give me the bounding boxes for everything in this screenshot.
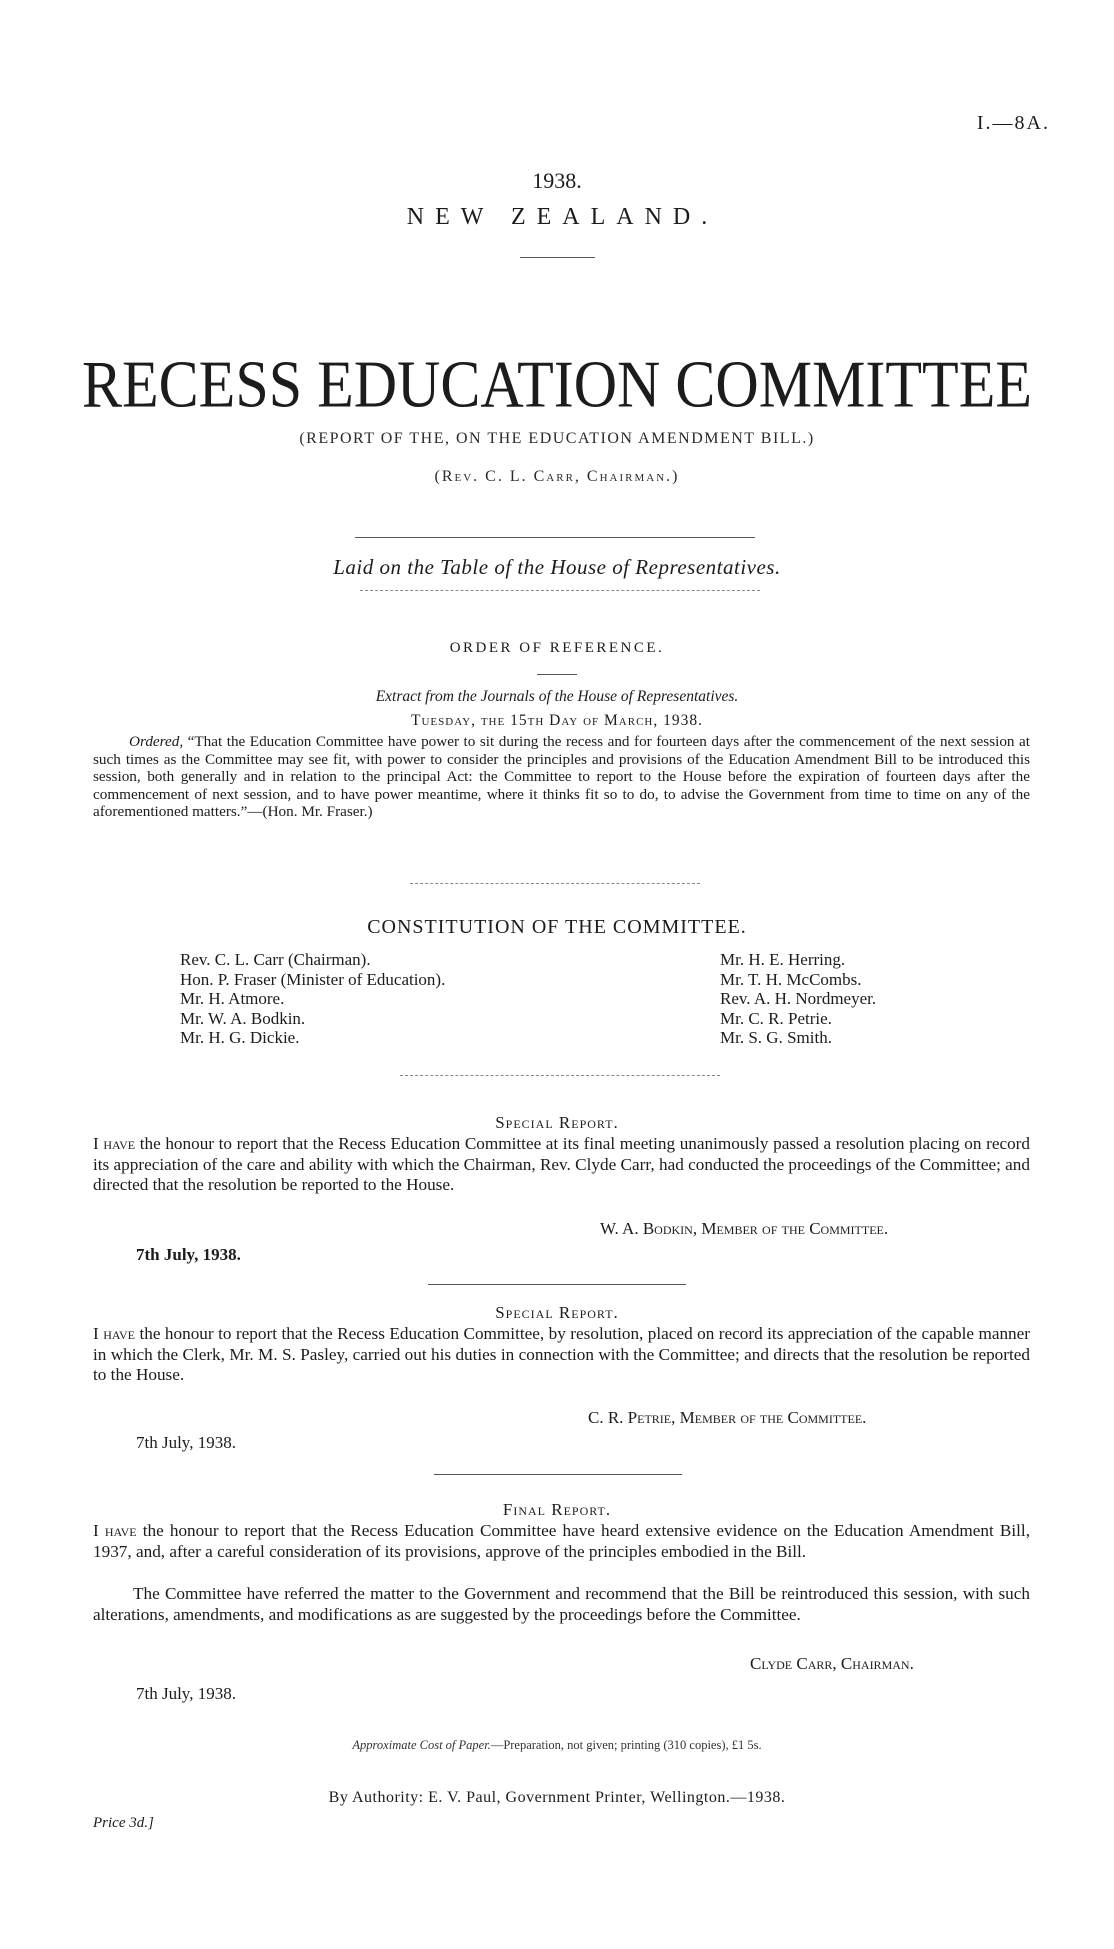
members-left-column [180,950,620,1048]
paper-reference: I.—8A. [976,112,1050,134]
member-entry: Mr. W. A. Bodkin. [180,1008,306,1028]
member-entry: Mr. H. G. Dickie. [180,1028,300,1047]
report-date: 7th July, 1938. [136,1684,236,1703]
order-text: “That the Education Committee have power to sit during the recess and for fourteen days after the commencement of the next session at such times as the Committee may see fit, with power to consider the principles and provisions of the Education Amendment Bill to be introduced this session, both generally and in relation to the principal Act: the Committee to report to the House before the expiration of fourteen days after the commencement of next session, and to have power meantime, where it thinks fit so to do, to advise the Government from time to time on any of the aforementioned matters.”—(Hon. Mr. Fraser.) [93,733,1030,821]
final-report-body [93,1584,1030,1625]
member-entry: Rev. C. L. Carr (Chairman). [180,950,371,969]
special-report-body [93,1324,1030,1386]
report-signature: Clyde Carr, Chairman. [750,1654,914,1673]
report-text: the honour to report that the Recess Education Committee, by resolution, placed on record its appreciation of the capable manner in which the Clerk, Mr. M. S. Pasley, carried out his duties in connection with the Committee; and directs that the resolution be reported to the House. [93,1324,1031,1384]
member-entry: Mr. H. Atmore. [180,989,285,1008]
members-right-column [720,950,1020,1048]
chairman-note: (Rev. C. L. Carr, Chairman.) [434,468,680,485]
document-title: RECESS EDUCATION COMMITTEE [81,347,1032,422]
document-subtitle: (REPORT OF THE, ON THE EDUCATION AMENDMENT BILL.) [299,430,815,447]
report-opening: I have [93,1324,135,1343]
cost-text: —Preparation, not given; printing (310 copies), £1 5s. [490,1738,762,1752]
report-date: 7th July, 1938. [136,1245,241,1264]
report-text: The Committee have referred the matter to the Government and recommend that the Bill be reintroduced this session, with such alterations, amendments, and modifications as are suggested by the proceedings before the Committee. [93,1584,1030,1624]
special-report-body [93,1134,1030,1196]
member-entry: Hon. P. Fraser (Minister of Education). [180,969,446,989]
laid-on-table: Laid on the Table of the House of Representatives. [333,555,781,579]
member-entry: Mr. C. R. Petrie. [720,1008,832,1028]
divider [428,1284,686,1285]
ordered-label: Ordered, [129,733,184,750]
divider [537,674,577,675]
report-signature: C. R. Petrie, Member of the Committee. [588,1408,867,1427]
special-report-heading: Special Report. [495,1113,619,1132]
cost-of-paper [0,1738,1114,1753]
report-opening: I have [93,1134,136,1153]
journal-extract: Extract from the Journals of the House of Representatives. [375,688,739,705]
divider [520,257,595,258]
year: 1938. [532,168,582,193]
report-text: the honour to report that the Recess Education Committee have heard extensive evidence on the Education Amendment Bill, 1937, and, after a careful consideration of its provisions, approve of the principles embodied in the Bill. [93,1521,1030,1561]
member-entry: Mr. T. H. McCombs. [720,969,862,989]
final-report-heading: Final Report. [502,1500,612,1519]
order-of-reference-heading: ORDER OF REFERENCE. [449,640,665,656]
country-heading: NEW ZEALAND. [406,204,719,230]
report-signature: W. A. Bodkin, Member of the Committee. [600,1219,889,1238]
member-entry: Mr. S. G. Smith. [720,1028,832,1047]
order-date: Tuesday, the 15th Day of March, 1938. [411,712,703,729]
special-report-heading: Special Report. [495,1303,619,1322]
divider [400,1075,720,1076]
member-entry: Rev. A. H. Nordmeyer. [720,989,877,1008]
divider [434,1474,682,1475]
final-report-body [93,1521,1030,1562]
divider [355,537,755,538]
order-body [93,733,1030,821]
cost-label: Approximate Cost of Paper. [352,1738,491,1752]
constitution-heading: CONSTITUTION OF THE COMMITTEE. [367,916,747,938]
report-opening: I have [93,1521,137,1540]
report-date: 7th July, 1938. [136,1433,236,1452]
member-entry: Mr. H. E. Herring. [720,950,846,969]
report-text: the honour to report that the Recess Education Committee at its final meeting unanimously passed a resolution placing on record its appreciation of the care and ability with which the Chairman, Rev. Clyde Carr, had conducted the proceedings of the Committee; and directed that the resolution be reported to the House. [93,1134,1030,1194]
divider [410,883,700,884]
divider [360,590,760,591]
government-printer: By Authority: E. V. Paul, Government Printer, Wellington.—1938. [328,1789,786,1806]
price: Price 3d.] [93,1815,154,1831]
